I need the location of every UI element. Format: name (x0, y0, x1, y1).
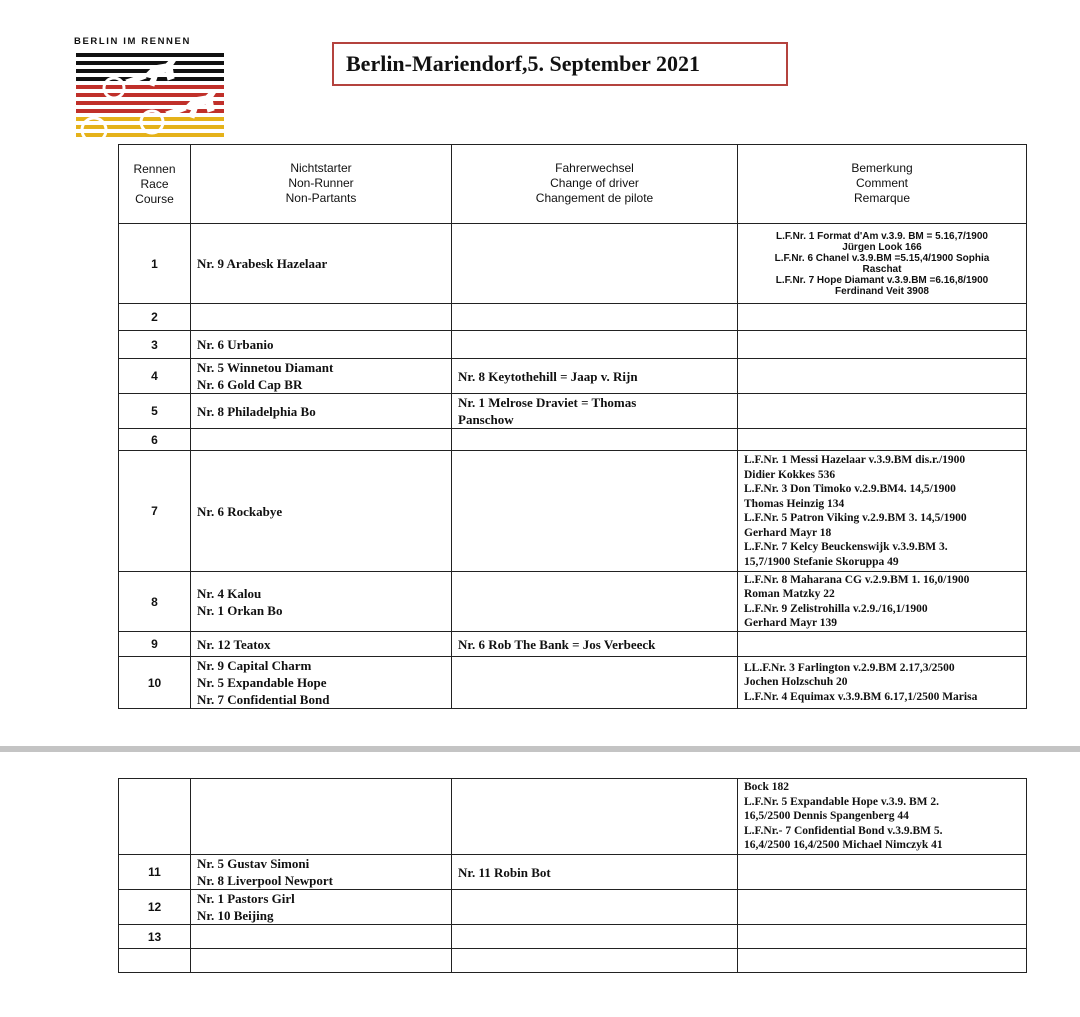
comment-cell (738, 949, 1027, 973)
table-row (119, 890, 1027, 925)
driver-change-cell (452, 779, 738, 855)
non-runner-line: Nr. 6 Gold Cap BR (197, 377, 303, 392)
comment-cell (738, 890, 1027, 925)
non-runner-line: Nr. 9 Capital Charm (197, 658, 312, 673)
comment-line: Bock 182 (744, 781, 790, 794)
driver-change-cell (452, 925, 738, 949)
table-row (119, 779, 1027, 855)
comment-line: L.F.Nr. 1 Format d'Am v.3.9. BM = 5.16,7/1900 (775, 230, 988, 242)
race-number-cell: 9 (119, 632, 191, 657)
race-number-cell: 6 (119, 429, 191, 451)
header-comment: Bemerkung Comment Remarque (738, 145, 1027, 224)
comment-line: 15,7/1900 Stefanie Skoruppa 49 (744, 555, 899, 568)
comment-line: 16,4/2500 16,4/2500 Michael Nimczyk 41 (744, 839, 943, 852)
document-title-box (332, 42, 788, 86)
table-row (119, 394, 1027, 429)
table-row (119, 304, 1027, 331)
comment-cell (738, 451, 1027, 572)
comment-line: L.F.Nr. 3 Don Timoko v.2.9.BM4. 14,5/1900 (744, 483, 956, 495)
race-number-cell: 4 (119, 359, 191, 394)
race-number-cell: 3 (119, 331, 191, 359)
comment-cell (738, 779, 1027, 855)
comment-line: L.F.Nr. 7 Hope Diamant v.3.9.BM =6.16,8/1900 (775, 274, 989, 286)
driver-change-line: Nr. 6 Rob The Bank = Jos Verbeeck (458, 636, 656, 652)
header-non-runner: Nichtstarter Non-Runner Non-Partants (191, 145, 452, 224)
driver-change-cell (452, 890, 738, 925)
comment-cell (738, 632, 1027, 657)
comment-line: L.F.Nr. 1 Messi Hazelaar v.3.9.BM dis.r./1900 (744, 454, 966, 466)
table-row (119, 855, 1027, 890)
non-runner-cell (191, 855, 452, 890)
comment-line: L.F.Nr. 8 Maharana CG v.2.9.BM 1. 16,0/1900 (744, 573, 970, 586)
non-runner-line: Nr. 4 Kalou (197, 585, 262, 601)
non-runner-line: Nr. 10 Beijing (197, 908, 274, 923)
logo-text: BERLIN IM RENNEN (74, 36, 191, 47)
comment-cell (738, 429, 1027, 451)
comment-line: Jochen Holzschuh 20 (744, 676, 848, 689)
non-runner-cell (191, 451, 452, 572)
comment-line: Gerhard Mayr 18 (744, 526, 832, 539)
table-row (119, 331, 1027, 359)
driver-change-cell (452, 451, 738, 572)
driver-change-cell (452, 855, 738, 890)
comment-line: Didier Kokkes 536 (744, 468, 836, 481)
driver-change-cell (452, 949, 738, 973)
table-row (119, 949, 1027, 973)
driver-change-line: Panschow (458, 412, 514, 427)
comment-line: L.F.Nr. 5 Patron Viking v.2.9.BM 3. 14,5/1900 (744, 512, 967, 524)
race-number-cell: 10 (119, 657, 191, 709)
non-runner-cell (191, 949, 452, 973)
trotting-horse-logo-icon (74, 50, 224, 144)
table-row (119, 359, 1027, 394)
comment-line: Raschat (862, 263, 902, 275)
non-runner-cell (191, 429, 452, 451)
non-runner-line: Nr. 6 Urbanio (197, 337, 274, 352)
comment-line: L.F.Nr. 9 Zelistrohilla v.2.9./16,1/1900 (744, 602, 928, 615)
race-changes-table-continued (118, 778, 1027, 973)
comment-cell (738, 394, 1027, 429)
comment-line: L.F.Nr. 7 Kelcy Beuckenswijk v.3.9.BM 3. (744, 541, 948, 553)
comment-cell (738, 331, 1027, 359)
race-number-cell: 7 (119, 451, 191, 572)
comment-cell (738, 572, 1027, 632)
berlin-im-rennen-logo (74, 36, 228, 146)
comment-line: L.F.Nr. 5 Expandable Hope v.3.9. BM 2. (744, 795, 940, 808)
non-runner-line: Nr. 1 Pastors Girl (197, 891, 295, 906)
non-runner-cell (191, 331, 452, 359)
driver-change-cell (452, 632, 738, 657)
table-row (119, 657, 1027, 709)
driver-change-line: Nr. 11 Robin Bot (458, 864, 551, 880)
non-runner-cell (191, 925, 452, 949)
non-runner-cell (191, 359, 452, 394)
race-number-cell (119, 949, 191, 973)
race-number-cell: 8 (119, 572, 191, 632)
non-runner-cell (191, 890, 452, 925)
non-runner-line: Nr. 7 Confidential Bond (197, 692, 330, 707)
race-number-cell: 1 (119, 224, 191, 304)
non-runner-line: Nr. 8 Philadelphia Bo (197, 403, 316, 419)
comment-cell (738, 657, 1027, 709)
comment-line: L.F.Nr.- 7 Confidential Bond v.3.9.BM 5. (744, 824, 943, 837)
comment-cell (738, 855, 1027, 890)
non-runner-line: Nr. 12 Teatox (197, 636, 271, 652)
race-number-cell: 2 (119, 304, 191, 331)
comment-line: L.F.Nr. 6 Chanel v.3.9.BM =5.15,4/1900 Sophia (774, 252, 990, 264)
comment-line: Roman Matzky 22 (744, 588, 835, 600)
non-runner-line: Nr. 6 Rockabye (197, 503, 283, 519)
comment-line: Ferdinand Veit 3908 (835, 285, 929, 297)
driver-change-cell (452, 224, 738, 304)
driver-change-line: Nr. 8 Keytothehill = Jaap v. Rijn (458, 368, 638, 384)
comment-line: 16,5/2500 Dennis Spangenberg 44 (744, 810, 909, 823)
comment-cell (738, 925, 1027, 949)
table-row (119, 429, 1027, 451)
comment-cell (738, 304, 1027, 331)
table-row (119, 632, 1027, 657)
comment-line: LL.F.Nr. 3 Farlington v.2.9.BM 2.17,3/2500 (744, 661, 955, 674)
non-runner-line: Nr. 9 Arabesk Hazelaar (197, 256, 328, 271)
non-runner-cell (191, 632, 452, 657)
driver-change-cell (452, 657, 738, 709)
non-runner-line: Nr. 5 Gustav Simoni (197, 856, 310, 871)
race-number-cell: 12 (119, 890, 191, 925)
race-number-cell: 13 (119, 925, 191, 949)
table-header-row (119, 145, 1027, 224)
driver-change-cell (452, 572, 738, 632)
comment-cell (738, 224, 1027, 304)
non-runner-cell (191, 304, 452, 331)
non-runner-cell (191, 779, 452, 855)
comment-cell (738, 359, 1027, 394)
driver-change-cell (452, 429, 738, 451)
header-race: Rennen Race Course (119, 145, 191, 224)
non-runner-line: Nr. 5 Expandable Hope (197, 675, 327, 690)
race-number-cell (119, 779, 191, 855)
non-runner-line: Nr. 1 Orkan Bo (197, 602, 283, 618)
document-title: Berlin-Mariendorf,5. September 2021 (346, 51, 700, 76)
comment-line: L.F.Nr. 4 Equimax v.3.9.BM 6.17,1/2500 Marisa (744, 690, 978, 703)
race-number-cell: 11 (119, 855, 191, 890)
driver-change-line: Nr. 1 Melrose Draviet = Thomas (458, 395, 637, 410)
comment-line: Thomas Heinzig 134 (744, 497, 845, 510)
driver-change-cell (452, 304, 738, 331)
non-runner-cell (191, 657, 452, 709)
table-row (119, 224, 1027, 304)
page-break-divider (0, 746, 1080, 752)
header-change-of-driver: Fahrerwechsel Change of driver Changement de pilote (452, 145, 738, 224)
non-runner-cell (191, 224, 452, 304)
comment-line: Jürgen Look 166 (842, 241, 922, 253)
race-number-cell: 5 (119, 394, 191, 429)
non-runner-line: Nr. 8 Liverpool Newport (197, 873, 334, 888)
non-runner-cell (191, 572, 452, 632)
table-row (119, 572, 1027, 632)
race-changes-table (118, 144, 1027, 709)
comment-line: Gerhard Mayr 139 (744, 617, 838, 629)
driver-change-cell (452, 359, 738, 394)
driver-change-cell (452, 331, 738, 359)
table-row (119, 451, 1027, 572)
non-runner-line: Nr. 5 Winnetou Diamant (197, 360, 334, 375)
driver-change-cell (452, 394, 738, 429)
non-runner-cell (191, 394, 452, 429)
table-row (119, 925, 1027, 949)
